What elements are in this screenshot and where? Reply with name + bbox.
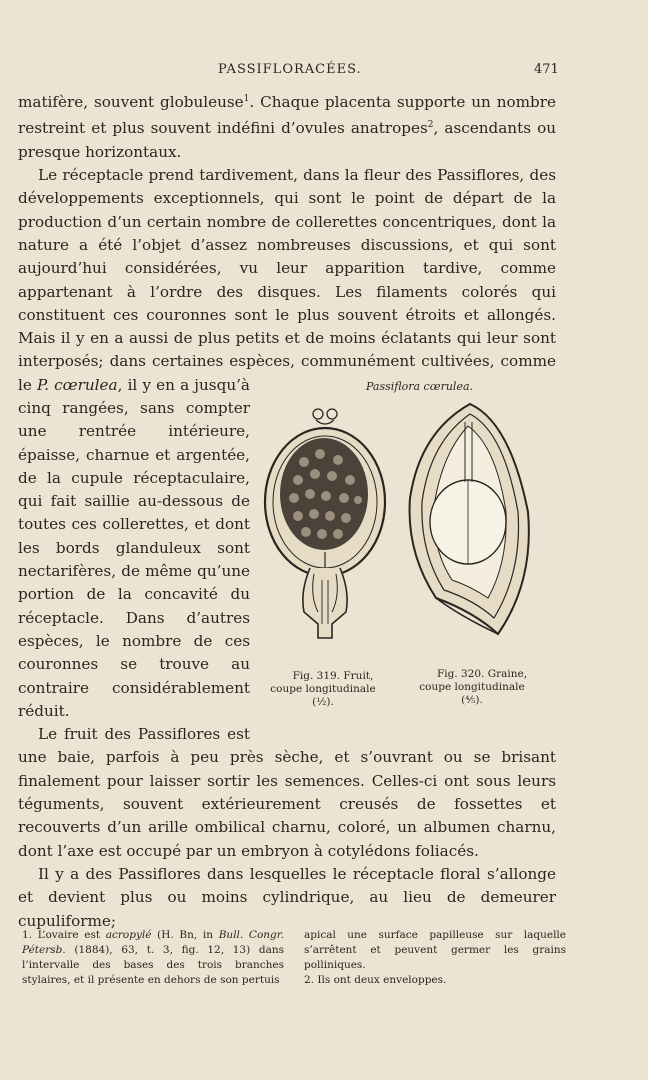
paragraph-1-text-b: . Chaque placenta supporte un nombre restreint et plus souvent indéfini d’ovules anatropes bbox=[18, 93, 556, 138]
paragraph-2-text-a: Le réceptacle prend tardivement, dans la fleur des Passiflores, des développements exceptionnels, qui sont le point de départ de la production d’un certain nombre de collerettes concentriques, dont la nature a été l’objet d’assez nombreuses discussions, et qui sont aujourd’hui considérées, vu leur apparition tardive, comme appartenant à l’ordre des disques. Les filaments colorés qui constituent ces couronnes sont le plus souvent étroits et allongés. Mais il y en a aussi de plus petits et de moins éclatants qui leur sont interposés; dans certaines espèces, communément cultivées, comme le bbox=[18, 166, 556, 394]
fig-320-caption: Fig. 320. Graine, coupe longitudinale (⅘). bbox=[419, 667, 528, 706]
footnote-1-text-c: (1884), 63, t. 3, fig. 12, 13) dans l’intervalle des bases des trois branches stylaires, et il présente en dehors de son pertuis bbox=[22, 944, 284, 986]
page-number: 471 bbox=[534, 62, 559, 77]
paragraph-1-text-c: , ascendants ou presque horizontaux. bbox=[18, 119, 556, 161]
paragraph-2-text-b: , il y en a jusqu’à cinq rangées, sans compter une rentrée intérieure, épaisse, charnue et argentée, de la cupule réceptaculaire, qui fait saillie au-dessous de toutes ces collerettes, et dont les bords glanduleux sont nectarifères, de même qu’une portion de la concavité du réceptacle. Dans d’autres espèces, le nombre de ces couronnes se trouve au contraire considérablement réduit. bbox=[18, 375, 250, 720]
footnote-1 bbox=[22, 928, 284, 988]
paragraph-4: Il y a des Passiflores dans lesquelles le réceptacle floral s’allonge et devient plus ou moins cylindrique, au lieu de demeurer cupuliforme; bbox=[18, 864, 556, 930]
page-header bbox=[0, 62, 648, 80]
paragraph-1 bbox=[18, 88, 556, 164]
paragraph-2 bbox=[18, 164, 556, 723]
figures-illustration bbox=[260, 402, 556, 664]
footnote-ref-2: 2 bbox=[427, 120, 434, 131]
footnotes-right-column bbox=[304, 928, 566, 988]
footnote-1-continued: apical une surface papilleuse sur laquelle s’arrêtent et peuvent germer les grains polliniques. bbox=[304, 929, 566, 971]
footnote-ref-1: 1 bbox=[243, 94, 250, 104]
fig-320-seed-drawing bbox=[410, 404, 529, 634]
footnote-1-text-a: 1. L’ovaire est bbox=[22, 929, 106, 941]
fig-319-caption: Fig. 319. Fruit, coupe longitudinale (½). bbox=[270, 669, 376, 708]
footnote-1-italic-b: Bull. Congr. Pétersb. bbox=[22, 929, 284, 956]
footnote-1-text-b: (H. Bn, in bbox=[151, 929, 219, 941]
fig-319-fruit-drawing bbox=[265, 409, 385, 638]
figure-header: Passiflora cœrulea. bbox=[366, 379, 474, 393]
main-text bbox=[18, 88, 556, 933]
paragraph-3: Le fruit des Passiflores est une baie, parfois à peu près sèche, et s’ouvrant ou se brisant finalement pour laisser sortir les semences. Celles-ci ont sous leurs téguments, souvent extérieurement creusés de fossettes et recouverts d’un arille ombilical charnu, coloré, un albumen charnu, dont l’axe est occupé par un embryon à cotylédons foliacés. bbox=[18, 725, 556, 860]
footnote-2: 2. Ils ont deux enveloppes. bbox=[304, 974, 447, 986]
species-name: P. cœrulea bbox=[37, 375, 118, 394]
running-title: PASSIFLORACÉES. bbox=[218, 62, 362, 77]
footnote-1-italic-a: acropylé bbox=[105, 929, 152, 941]
footnotes-left-column bbox=[22, 928, 284, 988]
paragraph-1-text-a: matifère, souvent globuleuse bbox=[18, 93, 244, 112]
figure-block bbox=[260, 380, 556, 732]
